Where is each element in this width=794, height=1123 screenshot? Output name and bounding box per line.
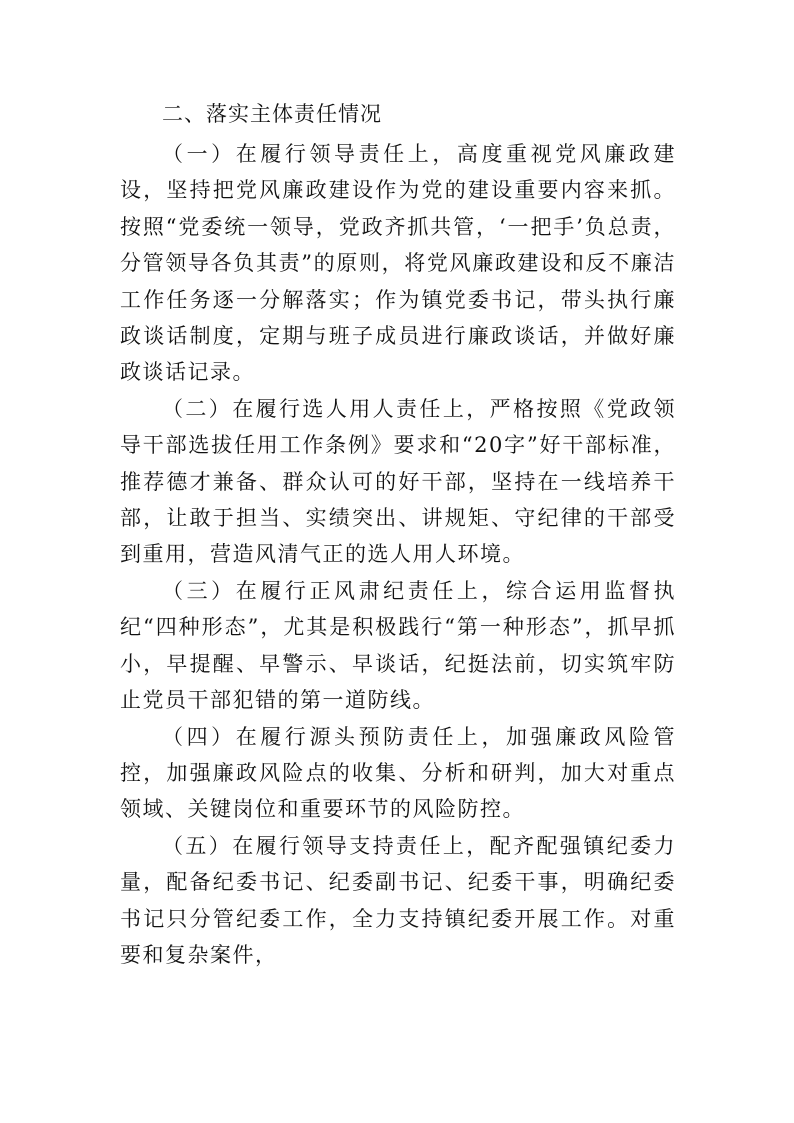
section-heading: 二、落实主体责任情况: [162, 102, 382, 126]
paragraph-leadership-responsibility: （一）在履行领导责任上，高度重视党风廉政建设，坚持把党风廉政建设作为党的建设重要内容来抓。按照“党委统一领导，党政齐抓共管，‘一把手’负总责，分管领导各负其责”的原则，将党风廉政建设和反不廉洁工作任务逐一分解落实；作为镇党委书记，带头执行廉政谈话制度，定期与班子成员进行廉政谈话，并做好廉政谈话记录。: [120, 142, 676, 385]
paragraph-leadership-support: （五）在履行领导支持责任上，配齐配强镇纪委力量，配备纪委书记、纪委副书记、纪委干事，明确纪委书记只分管纪委工作，全力支持镇纪委开展工作。对重要和复杂案件，: [120, 833, 676, 967]
document-body: [120, 96, 676, 973]
paragraph-source-prevention: （四）在履行源头预防责任上，加强廉政风险管控，加强廉政风险点的收集、分析和研判，加大对重点领域、关键岗位和重要环节的风险防控。: [120, 724, 676, 822]
paragraph-personnel-selection: （二）在履行选人用人责任上，严格按照《党政领导干部选拔任用工作条例》要求和“20字”好干部标准，推荐德才兼备、群众认可的好干部，坚持在一线培养干部，让敢于担当、实绩突出、讲规矩、守纪律的干部受到重用，营造风清气正的选人用人环境。: [120, 396, 676, 567]
paragraph-discipline-enforcement: （三）在履行正风肃纪责任上，综合运用监督执纪“四种形态”，尤其是积极践行“第一种形态”，抓早抓小，早提醒、早警示、早谈话，纪挺法前，切实筑牢防止党员干部犯错的第一道防线。: [120, 578, 676, 713]
